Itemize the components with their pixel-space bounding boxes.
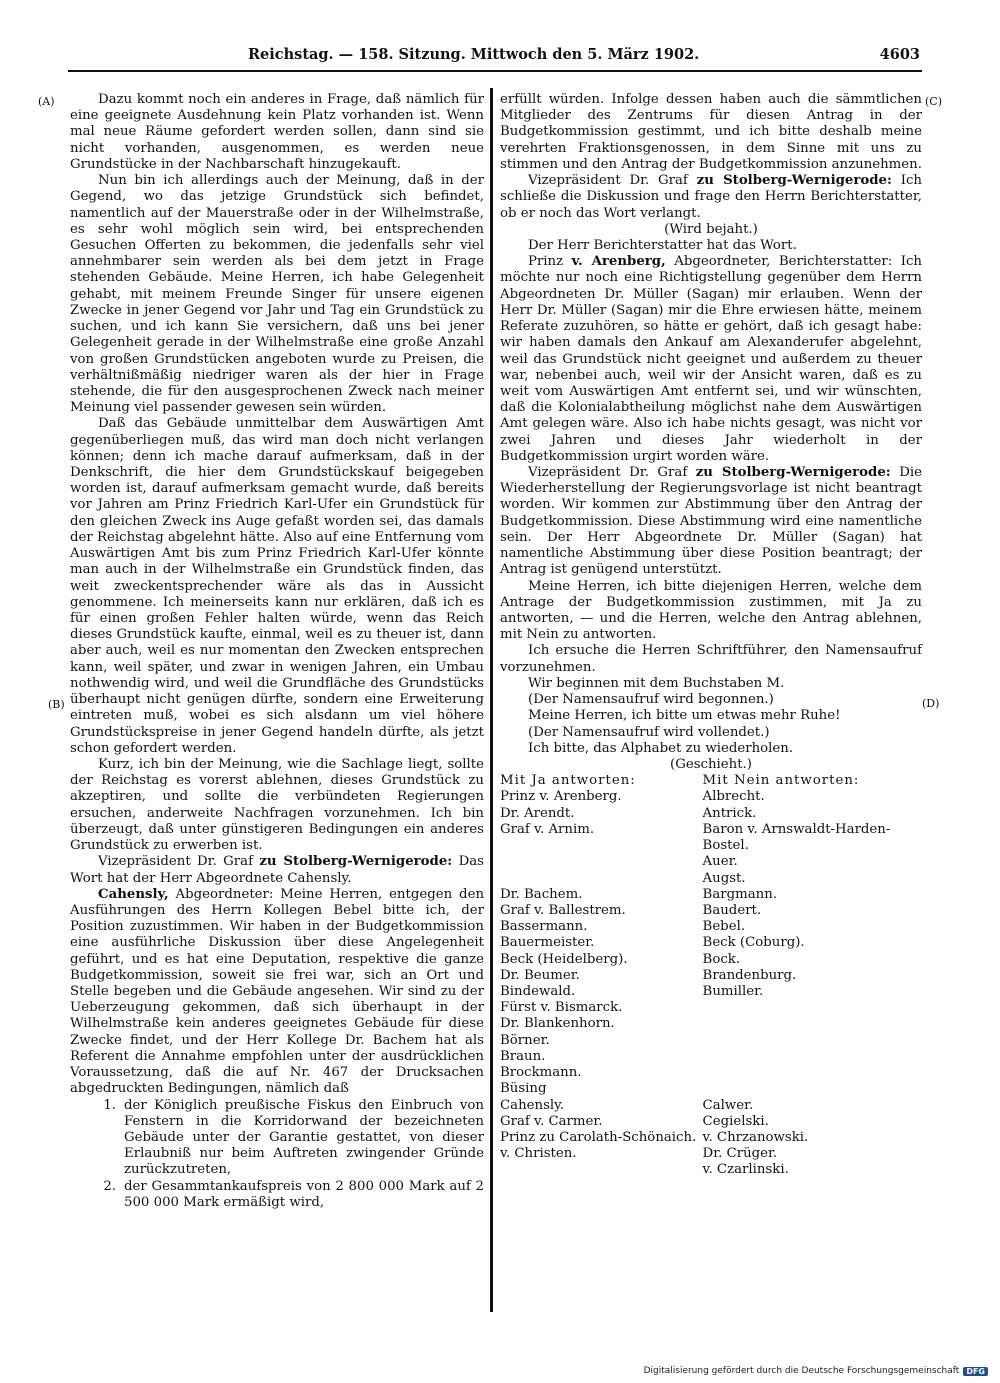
vote-row bbox=[500, 1081, 922, 1097]
speech-text: Das Wort hat der Herr Abgeordnete Cahensly. bbox=[70, 854, 485, 886]
vote-name-ja: Graf v. Ballestrem. bbox=[500, 902, 626, 918]
speaker-name: v. Arenberg, bbox=[571, 254, 666, 270]
vote-table bbox=[500, 773, 922, 1178]
vote-row bbox=[500, 984, 922, 1000]
vote-name-ja: Dr. Blankenhorn. bbox=[500, 1016, 615, 1032]
vote-row bbox=[500, 903, 922, 919]
vote-name-nein: Bebel. bbox=[702, 919, 746, 935]
vote-name-nein bbox=[703, 1065, 922, 1081]
vote-name-nein: Bock. bbox=[702, 951, 741, 967]
vote-name-ja: Bindewald. bbox=[500, 984, 576, 1000]
paragraph: Dazu kommt noch ein anderes in Frage, daß nämlich für eine geeignete Ausdehnung kein Platz vorhanden ist. Wenn mal neue Räume gefordert werden sollen, dann sind sie nicht vorhanden, ausgenommen, es werden neue Grundstücke in der Nachbarschaft hinzugekauft. bbox=[70, 92, 484, 172]
stage-direction: (Der Namensaufruf wird vollendet.) bbox=[528, 724, 770, 740]
vote-name-ja: Fürst v. Bismarck. bbox=[500, 1000, 623, 1016]
vote-row bbox=[500, 871, 922, 887]
speaker-name: zu Stolberg-Wernigerode: bbox=[695, 465, 891, 481]
vote-name-ja: Beck (Heidelberg). bbox=[500, 951, 628, 967]
vote-name-nein: Bostel. bbox=[702, 838, 749, 854]
vote-row bbox=[500, 1016, 922, 1032]
paragraph: Kurz, ich bin der Meinung, wie die Sachlage liegt, sollte der Reichstag es vorerst ablehnen, dieses Grundstück zu akzeptiren, und sollte die verbündeten Regierungen ersuchen, anderweite Nachfragen vorzunehmen. Ich bin überzeugt, daß unter günstigeren Bedingungen ein anderes Grundstück zu erwerben ist. bbox=[70, 756, 484, 854]
paragraph: Meine Herren, ich bitte diejenigen Herren, welche dem Antrage der Budgetkommission zustimmen, mit Ja zu antworten, — und die Herren, welche den Antrag ablehnen, mit Nein zu antworten. bbox=[500, 578, 922, 643]
page-number: 4603 bbox=[879, 46, 920, 63]
stage-direction: (Der Namensaufruf wird begonnen.) bbox=[528, 692, 774, 708]
vote-name-nein: Augst. bbox=[702, 870, 746, 886]
speaker-name: Cahensly, bbox=[98, 886, 169, 902]
vote-name-ja: Dr. Bachem. bbox=[500, 886, 583, 902]
vote-name-ja: v. Christen. bbox=[500, 1146, 577, 1162]
vote-row bbox=[500, 1114, 922, 1130]
vote-name-nein: Dr. Crüger. bbox=[702, 1146, 778, 1162]
speaker-role: Vizepräsident Dr. Graf bbox=[528, 465, 688, 481]
footer-credit: Digitalisierung gefördert durch die Deutsche Forschungsgemeinschaft bbox=[643, 1366, 960, 1376]
right-column bbox=[500, 92, 922, 1179]
list-text: der Königlich preußische Fiskus den Einbruch von Fenstern in die Korridorwand der bezeichneten Gebäude unter der Garantie gestattet, von dieser Erlaubniß nur beim Auftreten zwingender Gründe zurückzutreten, bbox=[124, 1097, 484, 1178]
speaker-role: Vizepräsident Dr. Graf bbox=[528, 173, 688, 189]
vote-name-ja: Graf v. Carmer. bbox=[500, 1113, 603, 1129]
stage-direction: (Geschieht.) bbox=[670, 756, 752, 772]
vote-row bbox=[500, 1033, 922, 1049]
vote-row bbox=[500, 887, 922, 903]
vote-row bbox=[500, 822, 922, 838]
vote-name-nein: Calwer. bbox=[702, 1097, 754, 1113]
vote-row bbox=[500, 1098, 922, 1114]
speech-text: Abgeordneter: Meine Herren, entgegen den Ausführungen des Herrn Kollegen Bebel bitte ich, der Position zuzustimmen. Wir haben in der Budgetkommission eine ausführliche Diskussion über diese Angelegenheit geführt, und es hat eine Deputation, respektive die ganze Budgetkommission, soweit sie frei war, sich an Ort und Stelle begeben und die Gebäude angesehen. Wir sind zu der Ueberzeugung gekommen, daß sich überhaupt in der Wilhelmstraße kein anderes geeignetes Gebäude für diese Zwecke findet, und der Herr Kollege Dr. Bachem hat als Referent die Annahme empfohlen unter der ausdrücklichen Voraussetzung, daß die auf Nr. 467 der Drucksachen abgedruckten Bedingungen, nämlich daß bbox=[70, 886, 485, 1097]
vote-row bbox=[500, 838, 922, 854]
speaker-name: zu Stolberg-Wernigerode: bbox=[259, 854, 453, 870]
vote-name-ja: Braun. bbox=[500, 1048, 546, 1064]
vote-row bbox=[500, 1130, 922, 1146]
list-number: 1. bbox=[103, 1097, 116, 1113]
speaker-role: Vizepräsident Dr. Graf bbox=[98, 854, 253, 870]
vote-row bbox=[500, 806, 922, 822]
vote-name-ja bbox=[500, 1162, 703, 1178]
speaker-paragraph bbox=[70, 887, 484, 1098]
list-number: 2. bbox=[103, 1178, 116, 1194]
vote-name-nein: Baron v. Arnswaldt-Harden- bbox=[702, 821, 891, 837]
speaker-role: Prinz bbox=[528, 254, 564, 270]
vote-name-nein: Baudert. bbox=[702, 902, 762, 918]
speaker-paragraph bbox=[500, 173, 922, 222]
dfg-logo: DFG bbox=[963, 1367, 988, 1376]
vote-name-ja: Büsing bbox=[500, 1081, 547, 1097]
vote-name-ja: Cahensly. bbox=[500, 1097, 565, 1113]
vote-name-ja bbox=[500, 854, 703, 870]
speaker-name: zu Stolberg-Wernigerode: bbox=[696, 173, 892, 189]
vote-name-ja: Prinz v. Arenberg. bbox=[500, 789, 622, 805]
vote-name-ja: Bauermeister. bbox=[500, 935, 595, 951]
paragraph: Der Herr Berichterstatter hat das Wort. bbox=[528, 237, 797, 253]
left-column bbox=[70, 92, 484, 1211]
list-item bbox=[70, 1098, 484, 1179]
vote-row bbox=[500, 1049, 922, 1065]
vote-name-nein: Brandenburg. bbox=[702, 967, 797, 983]
vote-name-nein bbox=[703, 1016, 922, 1032]
stage-direction: (Wird bejaht.) bbox=[664, 221, 758, 237]
paragraph: Wir beginnen mit dem Buchstaben M. bbox=[528, 675, 785, 691]
vote-row bbox=[500, 1065, 922, 1081]
margin-marker-c: (C) bbox=[925, 95, 942, 108]
vote-header-row bbox=[500, 773, 922, 789]
vote-name-nein: Bargmann. bbox=[702, 886, 778, 902]
vote-name-nein: Cegielski. bbox=[702, 1113, 769, 1129]
running-title: Reichstag. — 158. Sitzung. Mittwoch den 5. März 1902. bbox=[248, 46, 700, 63]
vote-name-nein: Auer. bbox=[702, 854, 738, 870]
vote-name-nein: Antrick. bbox=[702, 805, 757, 821]
vote-row bbox=[500, 1000, 922, 1016]
speaker-paragraph bbox=[500, 465, 922, 579]
vote-header-ja: Mit Ja antworten: bbox=[500, 773, 636, 789]
paragraph: Nun bin ich allerdings auch der Meinung, daß in der Gegend, wo das jetzige Grundstück sich befindet, namentlich auf der Mauerstraße oder in der Wilhelmstraße, es sehr wohl möglich sein wird, bei entsprechenden Gesuchen Offerten zu bekommen, die jedenfalls sehr viel annehmbarer sein werden als bei dem jetzt in Frage stehenden Gebäude. Meine Herren, ich habe Gelegenheit gehabt, mit meinem Freunde Singer für unsere eigenen Zwecke in jener Gegend vor Jahr und Tag ein Grundstück zu suchen, und ich kann Sie versichern, daß uns bei jener Gelegenheit gerade in der Wilhelmstraße eine große Anzahl von großen Grundstücken angeboten wurde zu Preisen, die verhältnißmäßig niedriger waren als der hier in Frage stehende, die für den ausgesprochenen Zweck nach meiner Meinung viel passender gewesen sein würden. bbox=[70, 173, 484, 416]
vote-name-ja: Dr. Beumer. bbox=[500, 967, 580, 983]
vote-name-ja: Prinz zu Carolath-Schönaich. bbox=[500, 1130, 697, 1145]
vote-row bbox=[500, 919, 922, 935]
vote-name-ja bbox=[500, 838, 703, 854]
page-footer bbox=[644, 1366, 988, 1376]
vote-row bbox=[500, 1146, 922, 1162]
speaker-paragraph bbox=[500, 254, 922, 465]
paragraph: Daß das Gebäude unmittelbar dem Auswärtigen Amt gegenüberliegen muß, das wird man doch nicht verlangen können; denn ich mache darauf aufmerksam, daß in der Denkschrift, die hier dem Grundstückskauf beigegeben worden ist, darauf aufmerksam gemacht wurde, daß bereits vor Jahren am Prinz Friedrich Karl-Ufer ein Grundstück für den gleichen Zweck ins Auge gefaßt worden sei, das damals der Reichstag abgelehnt hätte. Also auf eine Entfernung vom Auswärtigen Amt bis zum Prinz Friedrich Karl-Ufer könnte man auch in der Wilhelmstraße ein Grundstück finden, das weit zweckentsprechender wäre als das in Aussicht genommene. Ich meinerseits kann nur erklären, daß ich es für einen großen Fehler halten würde, wenn das Reich dieses Grundstück kaufte, einmal, weil es zu theuer ist, dann aber auch, weil es nur momentan den Zwecken entsprechen kann, weil später, und zwar in wenigen Jahren, ein Umbau nothwendig wird, und weil die Grundfläche des Grundstücks überhaupt nicht genügen dürfte, sondern eine Erweiterung eintreten muß, wobei es sich alsdann um viel höhere Grundstückspreise in jener Gegend handeln dürfte, als jetzt schon gefordert werden. bbox=[70, 416, 484, 756]
vote-name-nein: Albrecht. bbox=[702, 789, 765, 805]
vote-name-nein bbox=[703, 1081, 922, 1097]
vote-name-ja bbox=[500, 871, 703, 887]
paragraph: Ich ersuche die Herren Schriftführer, den Namensaufruf vorzunehmen. bbox=[500, 643, 922, 675]
vote-name-ja: Graf v. Arnim. bbox=[500, 821, 595, 837]
vote-name-ja: Börner. bbox=[500, 1032, 550, 1048]
vote-name-ja: Bassermann. bbox=[500, 919, 588, 935]
margin-marker-a: (A) bbox=[38, 95, 55, 108]
margin-marker-d: (D) bbox=[922, 697, 940, 710]
conditions-list bbox=[70, 1098, 484, 1212]
vote-name-nein: Beck (Coburg). bbox=[702, 935, 805, 951]
vote-name-nein: Bumiller. bbox=[702, 984, 764, 1000]
vote-name-ja: Dr. Arendt. bbox=[500, 805, 575, 821]
paragraph: erfüllt würden. Infolge dessen haben auch die sämmtlichen Mitglieder des Zentrums für diesen Antrag in der Budgetkommission gestimmt, und ich bitte deshalb meine verehrten Fraktionsgenossen, in dem Sinne mit uns zu stimmen und den Antrag der Budgetkommission anzunehmen. bbox=[500, 92, 922, 172]
speech-text: Ich schließe die Diskussion und frage den Herrn Berichterstatter, ob er noch das Wort verlangt. bbox=[500, 173, 922, 221]
speaker-paragraph bbox=[70, 854, 484, 886]
vote-row bbox=[500, 952, 922, 968]
header-rule bbox=[68, 70, 922, 72]
paragraph: Meine Herren, ich bitte um etwas mehr Ruhe! bbox=[528, 708, 841, 724]
vote-name-nein: v. Chrzanowski. bbox=[702, 1130, 809, 1145]
vote-header-nein: Mit Nein antworten: bbox=[702, 773, 860, 789]
column-divider bbox=[490, 88, 493, 1312]
vote-row bbox=[500, 789, 922, 805]
vote-name-nein bbox=[703, 1033, 922, 1049]
vote-row bbox=[500, 854, 922, 870]
list-text: der Gesammtankaufspreis von 2 800 000 Mark auf 2 500 000 Mark ermäßigt wird, bbox=[124, 1178, 484, 1210]
vote-row bbox=[500, 968, 922, 984]
speech-text: Die Wiederherstellung der Regierungsvorlage ist nicht beantragt worden. Wir kommen zur Abstimmung über den Antrag der Budgetkommission. Diese Abstimmung wird eine namentliche sein. Der Herr Abgeordnete Dr. Müller (Sagan) hat namentliche Abstimmung über diese Position beantragt; der Antrag ist genügend unterstützt. bbox=[500, 465, 923, 578]
paragraph: Ich bitte, das Alphabet zu wiederholen. bbox=[528, 740, 794, 756]
vote-name-nein bbox=[703, 1049, 922, 1065]
vote-row bbox=[500, 935, 922, 951]
vote-name-nein bbox=[703, 1000, 922, 1016]
list-item bbox=[70, 1179, 484, 1211]
margin-marker-b: (B) bbox=[48, 698, 65, 711]
vote-body bbox=[500, 789, 922, 1178]
vote-name-ja: Brockmann. bbox=[500, 1065, 582, 1081]
page-header bbox=[70, 46, 920, 70]
vote-name-nein: v. Czarlinski. bbox=[702, 1162, 789, 1178]
vote-row bbox=[500, 1162, 922, 1178]
speech-text: Abgeordneter, Berichterstatter: Ich möchte nur noch eine Richtigstellung gegenüber dem Herrn Abgeordneten Dr. Müller (Sagan) mir erlauben. Wenn der Herr Dr. Müller (Sagan) mir die Ehre erwiesen hätte, meinem Referate zuzuhören, so hätte er gehört, daß ich gesagt habe: wir haben damals den Ankauf am Alexanderufer abgelehnt, weil das Grundstück nicht geeignet und außerdem zu theuer war, nebenbei auch, weil wir der Ansicht waren, daß es zu weit vom Auswärtigen Amt entfernt sei, und wir wünschten, daß die Kolonialabtheilung möglichst nahe dem Auswärtigen Amt gelegen wäre. Also ich habe nichts gesagt, was nicht vor zwei Jahren und dieses Jahr wiederholt in der Budgetkommission urgirt worden wäre. bbox=[500, 254, 922, 464]
